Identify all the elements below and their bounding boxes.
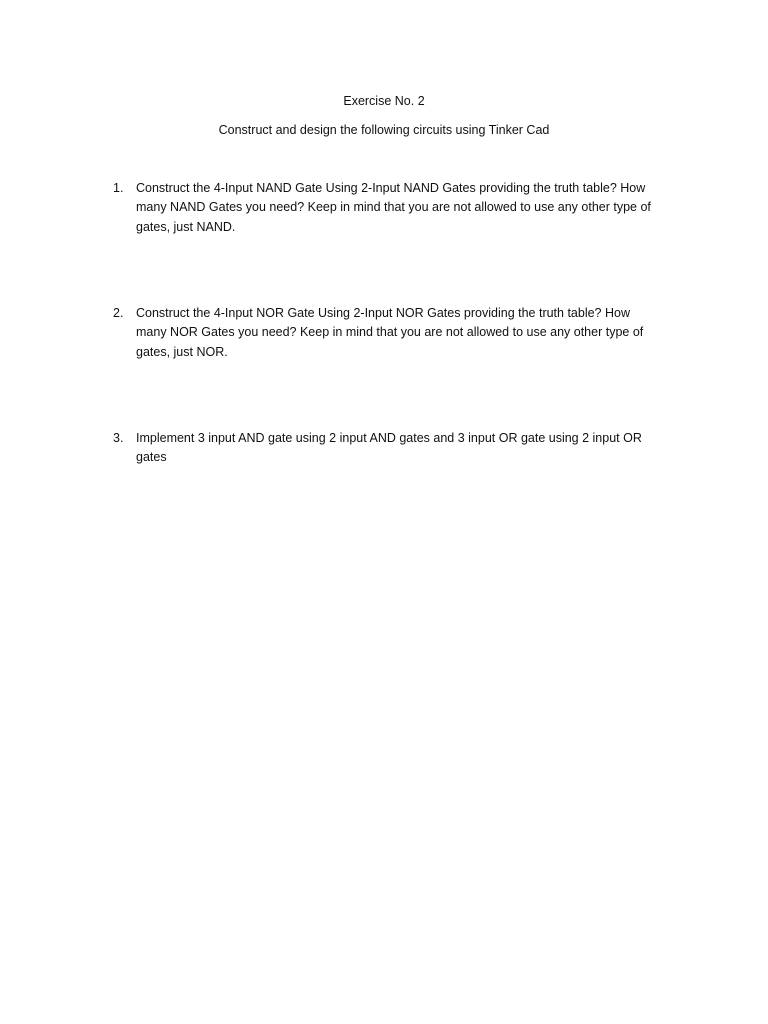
list-item-text: Implement 3 input AND gate using 2 input AND gates and 3 input OR gate using 2 input OR gates — [136, 431, 642, 465]
list-item-number: 2. — [113, 306, 124, 320]
list-item-number: 1. — [113, 181, 124, 195]
list-item-text: Construct the 4-Input NAND Gate Using 2-Input NAND Gates providing the truth table? How many NAND Gates you need? Keep in mind that you are not allowed to use any other type of gates, just NAND. — [136, 181, 651, 234]
list-item-number: 3. — [113, 431, 124, 445]
list-item — [113, 429, 658, 468]
exercise-subtitle: Construct and design the following circuits using Tinker Cad — [218, 123, 550, 137]
list-item — [113, 179, 658, 237]
list-item — [113, 304, 658, 362]
list-item-text: Construct the 4-Input NOR Gate Using 2-Input NOR Gates providing the truth table? How many NOR Gates you need? Keep in mind that you are not allowed to use any other type of gates, just NOR. — [136, 306, 644, 359]
exercise-title: Exercise No. 2 — [343, 94, 425, 108]
